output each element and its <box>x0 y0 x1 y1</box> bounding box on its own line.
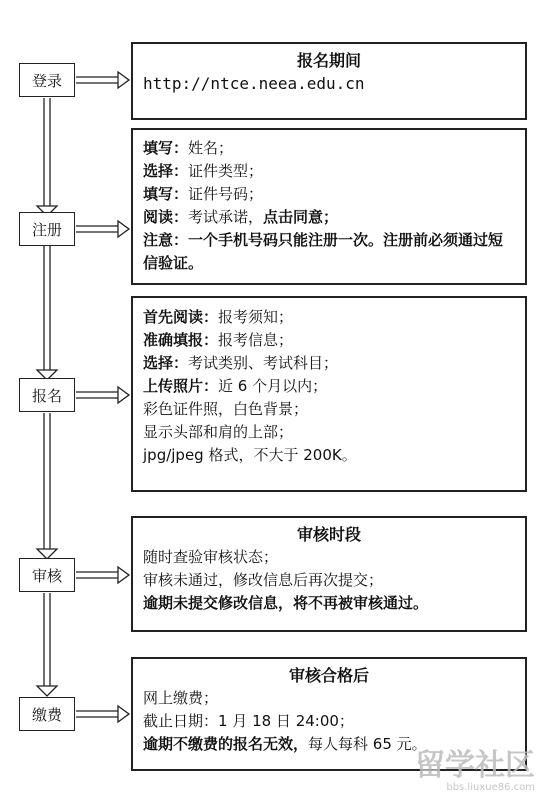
register-notice: 注意：一个手机号码只能注册一次。注册前必须通过短信验证。 <box>143 231 504 272</box>
apply-line-2-value: 报考信息； <box>218 331 294 349</box>
apply-line-3-key: 选择： <box>143 354 189 372</box>
payment-line-3-key: 逾期不缴费的报名无效， <box>143 735 309 753</box>
register-line-4 <box>143 206 515 229</box>
down-arrow-2 <box>37 246 57 380</box>
apply-line-1-key: 首先阅读： <box>143 308 219 326</box>
apply-line-4-value: 近 6 个月以内； <box>218 377 328 395</box>
apply-line-2-key: 准确填报： <box>143 331 219 349</box>
apply-line-5: 彩色证件照，白色背景； <box>143 400 309 418</box>
step-payment <box>19 697 75 731</box>
apply-line-3-value: 考试类别、考试科目； <box>188 354 339 372</box>
right-arrow-5 <box>76 706 129 722</box>
register-line-3-key: 填写： <box>143 185 189 203</box>
step-register-label: 注册 <box>31 220 62 239</box>
down-arrow-3 <box>37 413 57 559</box>
register-line-2 <box>143 160 515 183</box>
register-line-4-value: 考试承诺， <box>188 208 264 226</box>
panel-apply <box>131 296 527 492</box>
review-line-3: 逾期未提交修改信息，将不再被审核通过。 <box>143 594 429 612</box>
step-register <box>19 212 75 246</box>
register-line-1 <box>143 137 515 160</box>
review-line-1: 随时查验审核状态； <box>143 548 279 566</box>
register-line-4-emphasis: 点击同意； <box>263 208 339 226</box>
down-arrow-4 <box>37 593 57 696</box>
register-line-3 <box>143 183 515 206</box>
step-apply-label: 报名 <box>31 386 62 405</box>
register-line-4-key: 阅读： <box>143 208 189 226</box>
apply-line-1 <box>143 306 515 329</box>
review-line-2: 审核未通过，修改信息后再次提交； <box>143 571 384 589</box>
apply-line-4 <box>143 375 515 398</box>
panel-register <box>131 128 527 285</box>
right-arrow-2 <box>76 221 129 237</box>
panel-payment-title: 审核合格后 <box>288 666 369 685</box>
step-review-label: 审核 <box>31 566 62 585</box>
panel-login-title: 报名期间 <box>296 51 361 70</box>
right-arrow-3 <box>76 387 129 403</box>
apply-line-6: 显示头部和肩的上部； <box>143 423 294 441</box>
apply-line-3 <box>143 352 515 375</box>
payment-line-3-value: 每人每科 65 元。 <box>308 735 427 753</box>
down-arrow-1 <box>37 98 57 216</box>
watermark-url: bbs.liuxue86.com <box>446 782 535 793</box>
register-line-2-key: 选择： <box>143 162 189 180</box>
watermark-logo: 留学社区 <box>415 748 535 783</box>
watermark <box>415 750 535 794</box>
right-arrow-1 <box>76 72 129 88</box>
step-login-label: 登录 <box>31 71 62 90</box>
register-line-1-value: 姓名； <box>188 139 234 157</box>
register-line-2-value: 证件类型； <box>188 162 264 180</box>
payment-line-1: 网上缴费； <box>143 689 219 707</box>
apply-line-2 <box>143 329 515 352</box>
panel-review-title: 审核时段 <box>296 525 361 544</box>
apply-line-1-value: 报考须知； <box>218 308 294 326</box>
panel-review <box>131 516 527 632</box>
apply-line-4-key: 上传照片： <box>143 377 219 395</box>
step-payment-label: 缴费 <box>31 705 62 724</box>
payment-line-2: 截止日期：1 月 18 日 24:00； <box>143 712 354 730</box>
registration-url: http://ntce.neea.edu.cn <box>143 74 365 93</box>
apply-line-7: jpg/jpeg 格式，不大于 200K。 <box>143 446 357 464</box>
register-line-3-value: 证件号码； <box>188 185 264 203</box>
register-line-1-key: 填写： <box>143 139 189 157</box>
right-arrow-4 <box>76 567 129 583</box>
step-apply <box>19 378 75 412</box>
panel-login <box>131 42 527 120</box>
step-review <box>19 558 75 592</box>
step-login <box>19 63 75 97</box>
